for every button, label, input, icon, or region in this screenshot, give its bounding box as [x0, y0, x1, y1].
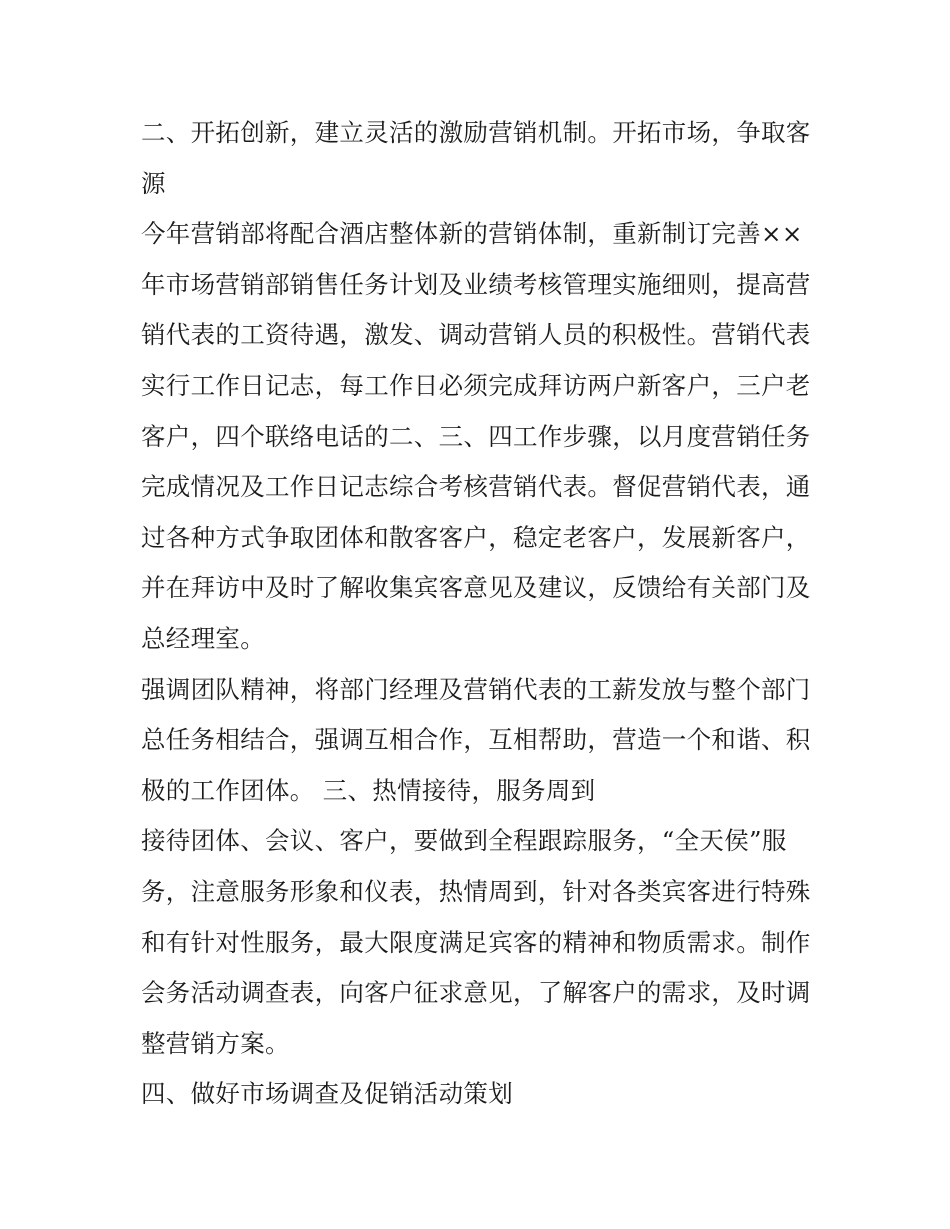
paragraph-line: 年市场营销部销售任务计划及业绩考核管理实施细则，提高营: [141, 269, 811, 299]
paragraph-line: 实行工作日记志，每工作日必须完成拜访两户新客户，三户老: [141, 370, 811, 400]
paragraph-line: 整营销方案。: [141, 1028, 290, 1058]
paragraph-line: 并在拜访中及时了解收集宾客意见及建议，反馈给有关部门及: [141, 573, 811, 603]
paragraph-line: 销代表的工资待遇，激发、调动营销人员的积极性。营销代表: [141, 320, 811, 350]
section-heading-4: 四、做好市场调查及促销活动策划: [141, 1079, 513, 1109]
paragraph-line: 强调团队精神，将部门经理及营销代表的工薪发放与整个部门: [141, 674, 811, 704]
section-heading-2-line-1: 二、开拓创新，建立灵活的激励营销机制。开拓市场，争取客: [141, 118, 811, 147]
paragraph-line: 客户，四个联络电话的二、三、四工作步骤，以月度营销任务: [141, 421, 811, 451]
paragraph-line: 接待团体、会议、客户，要做到全程跟踪服务，“全天侯”服: [141, 826, 787, 856]
paragraph-line: 完成情况及工作日记志综合考核营销代表。督促营销代表，通: [141, 472, 811, 502]
paragraph-line: 总经理室。: [141, 623, 265, 653]
paragraph-line: 和有针对性服务，最大限度满足宾客的精神和物质需求。制作: [141, 927, 811, 957]
section-heading-2-line-2: 源: [141, 168, 166, 198]
paragraph-line-with-heading-3: 极的工作团体。 三、热情接待，服务周到: [141, 775, 596, 805]
paragraph-line: 过各种方式争取团体和散客客户，稳定老客户，发展新客户，: [141, 522, 811, 552]
paragraph-line: 会务活动调查表，向客户征求意见，了解客户的需求，及时调: [141, 978, 811, 1008]
paragraph-line: 总任务相结合，强调互相合作，互相帮助，营造一个和谐、积: [141, 725, 811, 755]
paragraph-line: 今年营销部将配合酒店整体新的营销体制，重新制订完善××: [141, 219, 803, 249]
paragraph-line: 务，注意服务形象和仪表，热情周到，针对各类宾客进行特殊: [141, 876, 811, 906]
document-body: [141, 108, 813, 1120]
